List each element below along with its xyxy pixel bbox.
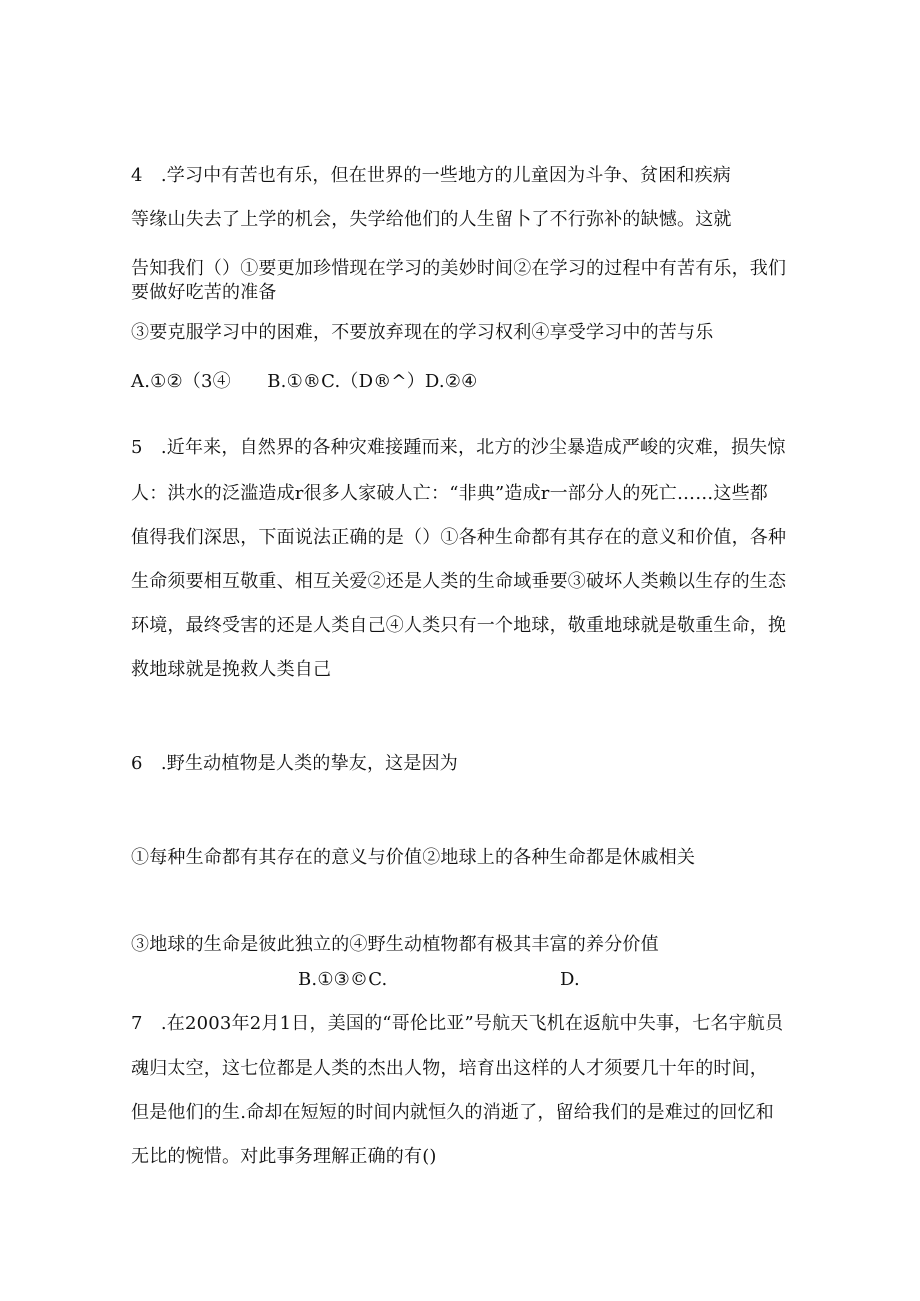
question-4-stem-line: 等缘山失去了上学的机会，失学给他们的人生留卜了不行弥补的缺憾。这就 — [131, 209, 732, 230]
question-5-stem-line: 救地球就是挽救人类自己 — [131, 659, 332, 680]
question-4-options: A.①②（3④ B.①®C.（D®^）D.②④ — [131, 371, 478, 392]
question-7-stem-line: 但是他们的生.命却在短短的时间内就恒久的消逝了，留给我们的是难过的回忆和 — [131, 1102, 774, 1123]
question-6-statement-line: ①每种生命都有其存在的意义与价值②地球上的各种生命都是休戚相关 — [131, 847, 696, 868]
question-6-option-d: D. — [560, 969, 580, 990]
question-7-stem-line: 无比的惋惜。对此事务理解正确的有() — [131, 1146, 437, 1167]
question-6-stem-line: 6 .野生动植物是人类的挚友，这是因为 — [131, 753, 458, 774]
question-5-stem-line: 5 .近年来，自然界的各种灾难接踵而来，北方的沙尘暴造成严峻的灾难，损失惊 — [131, 437, 786, 458]
question-5-stem-line: 值得我们深思，下面说法正确的是（）①各种生命都有其存在的意义和价值，各种 — [131, 527, 787, 548]
question-4-stem-line: 要做好吃苦的准备 — [131, 282, 277, 303]
question-4-stem-line: 4 .学习中有苦也有乐，但在世界的一些地方的儿童因为斗争、贫困和疾病 — [131, 165, 731, 186]
question-5-stem-line: 人：洪水的泛滥造成r很多人家破人亡：“非典”造成r一部分人的死亡……这些都 — [131, 483, 769, 504]
question-4-stem-line: ③要克服学习中的困难，不要放弃现在的学习权利④享受学习中的苦与乐 — [131, 322, 714, 343]
question-6-statement-line: ③地球的生命是彼此独立的④野生动植物都有极其丰富的养分价值 — [131, 934, 659, 955]
question-4-stem-line: 告知我们（）①要更加珍惜现在学习的美妙时间②在学习的过程中有苦有乐，我们 — [131, 258, 787, 279]
question-7-stem-line: 魂归太空，这七位都是人类的杰出人物，培育出这样的人才须要几十年的时间， — [131, 1058, 768, 1079]
question-5-stem-line: 环境，最终受害的还是人类自己④人类只有一个地球，敬重地球就是敬重生命，挽 — [131, 615, 787, 636]
question-5-stem-line: 生命须要相互敬重、相互关爱②还是人类的生命域垂要③破坏人类赖以生存的生态 — [131, 571, 787, 592]
question-6-option-b: B.①③©C. — [298, 969, 388, 990]
question-7-stem-line: 7 .在2003年2月1日，美国的“哥伦比亚”号航天飞机在返航中失事，七名宇航员 — [131, 1013, 784, 1034]
